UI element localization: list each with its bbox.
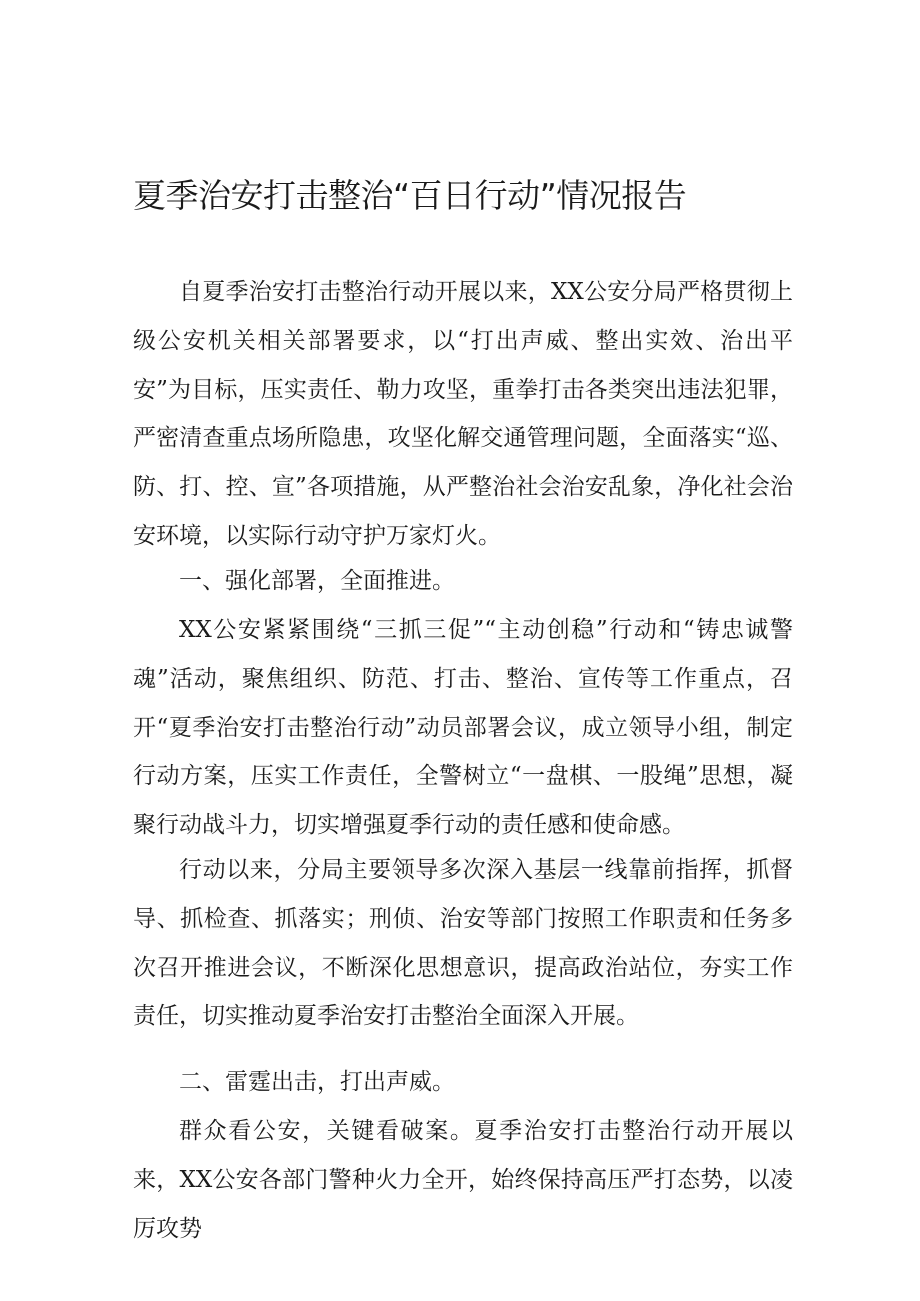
document-title: 夏季治安打击整治“百日行动”情况报告 (133, 176, 687, 215)
intro-paragraph: 自夏季治安打击整治行动开展以来，XX公安分局严格贯彻上级公安机关相关部署要求，以“打出声威、整出实效、治出平安”为目标，压实责任、勒力攻坚，重拳打击各类突出违法犯罪，严密清查重点场所隐患，攻坚化解交通管理问题，全面落实“巡、防、打、控、宣”各项措施，从严整治社会治安乱象，净化社会治安环境，以实际行动守护万家灯火。 (133, 279, 793, 549)
section1-paragraph-1: XX公安紧紧围绕“三抓三促”“主动创稳”行动和“铸忠诚警魂”活动，聚焦组织、防范、打击、整治、宣传等工作重点，召开“夏季治安打击整治行动”动员部署会议，成立领导小组，制定行动方案，压实工作责任，全警树立“一盘棋、一股绳”思想，凝聚行动战斗力，切实增强夏季行动的责任感和使命感。 (133, 617, 793, 839)
section1-paragraph-2: 行动以来，分局主要领导多次深入基层一线靠前指挥，抓督导、抓检查、抓落实；刑侦、治安等部门按照工作职责和任务多次召开推进会议，不断深化思想意识，提高政治站位，夯实工作责任，切实推动夏季治安打击整治全面深入开展。 (133, 857, 793, 1030)
section2-paragraph-1: 群众看公安，关键看破案。夏季治安打击整治行动开展以来，XX公安各部门警种火力全开，始终保持高压严打态势，以凌厉攻势 (133, 1118, 793, 1242)
section-heading-1: 一、强化部署，全面推进。 (179, 568, 455, 594)
section-heading-2: 二、雷霆出击，打出声威。 (179, 1069, 455, 1095)
